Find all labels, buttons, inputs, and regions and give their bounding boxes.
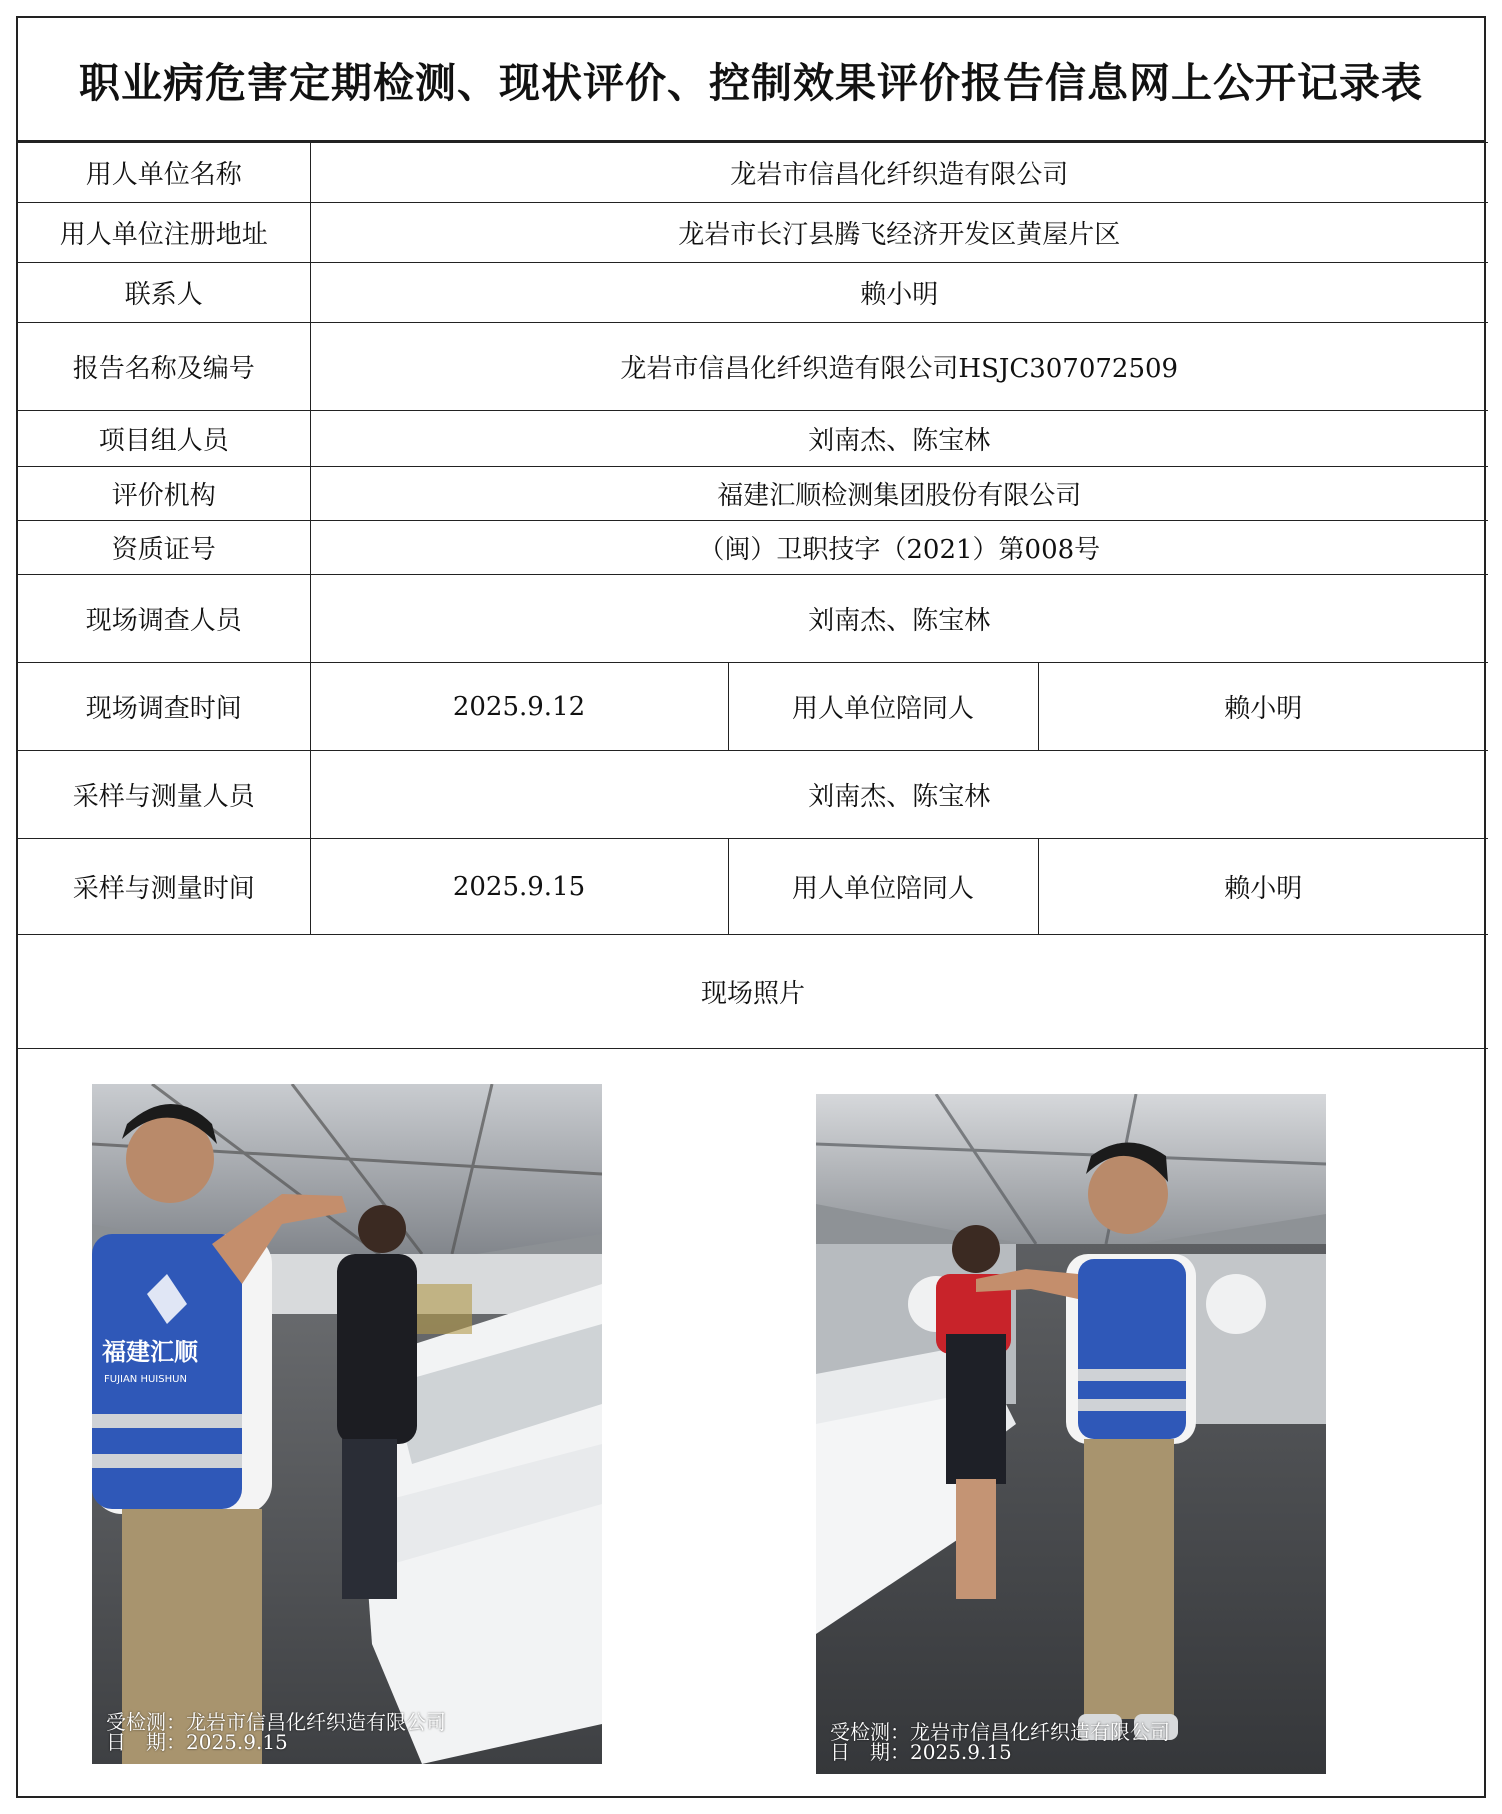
license-value: （闽）卫职技字（2021）第008号 (310, 521, 1488, 575)
vest-brand-subtext: FUJIAN HUISHUN (104, 1374, 187, 1385)
sampling-companion-value: 赖小明 (1038, 839, 1488, 935)
survey-staff-label: 现场调查人员 (18, 575, 310, 663)
team-value: 刘南杰、陈宝林 (310, 411, 1488, 467)
address-value: 龙岩市长汀县腾飞经济开发区黄屋片区 (310, 203, 1488, 263)
photo-2-caption (830, 1722, 1170, 1762)
sampling-staff-label: 采样与测量人员 (18, 751, 310, 839)
row-contact (18, 263, 1488, 323)
photos-area (18, 1048, 1484, 1796)
photo-1-caption (106, 1712, 446, 1752)
license-label: 资质证号 (18, 521, 310, 575)
row-license (18, 521, 1488, 575)
site-photo-2-image (816, 1094, 1326, 1774)
row-sampling-time (18, 839, 1488, 935)
survey-staff-value: 刘南杰、陈宝林 (310, 575, 1488, 663)
company-name-value: 龙岩市信昌化纤织造有限公司 (310, 143, 1488, 203)
sampling-time-value: 2025.9.15 (310, 839, 728, 935)
vest-brand-text: 福建汇顺 (102, 1338, 198, 1366)
document-title: 职业病危害定期检测、现状评价、控制效果评价报告信息网上公开记录表 (18, 18, 1484, 142)
site-photo-2 (816, 1094, 1326, 1774)
survey-companion-value: 赖小明 (1038, 663, 1488, 751)
company-name-label: 用人单位名称 (18, 143, 310, 203)
contact-value: 赖小明 (310, 263, 1488, 323)
report-value: 龙岩市信昌化纤织造有限公司HSJC307072509 (310, 323, 1488, 411)
survey-time-value: 2025.9.12 (310, 663, 728, 751)
site-photo-1 (92, 1084, 602, 1764)
row-address (18, 203, 1488, 263)
row-survey-staff (18, 575, 1488, 663)
row-team (18, 411, 1488, 467)
row-sampling-staff (18, 751, 1488, 839)
sampling-time-label: 采样与测量时间 (18, 839, 310, 935)
photo-1-caption-line1: 受检测：龙岩市信昌化纤织造有限公司 (106, 1710, 446, 1734)
info-table (18, 142, 1488, 1049)
photo-2-caption-line1: 受检测：龙岩市信昌化纤织造有限公司 (830, 1720, 1170, 1744)
row-survey-time (18, 663, 1488, 751)
report-label: 报告名称及编号 (18, 323, 310, 411)
row-company-name (18, 143, 1488, 203)
agency-label: 评价机构 (18, 467, 310, 521)
site-photo-1-image (92, 1084, 602, 1764)
photo-1-caption-line2: 日 期：2025.9.15 (106, 1730, 288, 1754)
sampling-companion-label: 用人单位陪同人 (728, 839, 1038, 935)
sampling-staff-value: 刘南杰、陈宝林 (310, 751, 1488, 839)
record-sheet (16, 16, 1486, 1798)
address-label: 用人单位注册地址 (18, 203, 310, 263)
row-photo-header (18, 935, 1488, 1049)
agency-value: 福建汇顺检测集团股份有限公司 (310, 467, 1488, 521)
survey-companion-label: 用人单位陪同人 (728, 663, 1038, 751)
photos-header: 现场照片 (18, 935, 1488, 1049)
contact-label: 联系人 (18, 263, 310, 323)
row-report (18, 323, 1488, 411)
row-agency (18, 467, 1488, 521)
photo-2-caption-line2: 日 期：2025.9.15 (830, 1740, 1012, 1764)
team-label: 项目组人员 (18, 411, 310, 467)
survey-time-label: 现场调查时间 (18, 663, 310, 751)
